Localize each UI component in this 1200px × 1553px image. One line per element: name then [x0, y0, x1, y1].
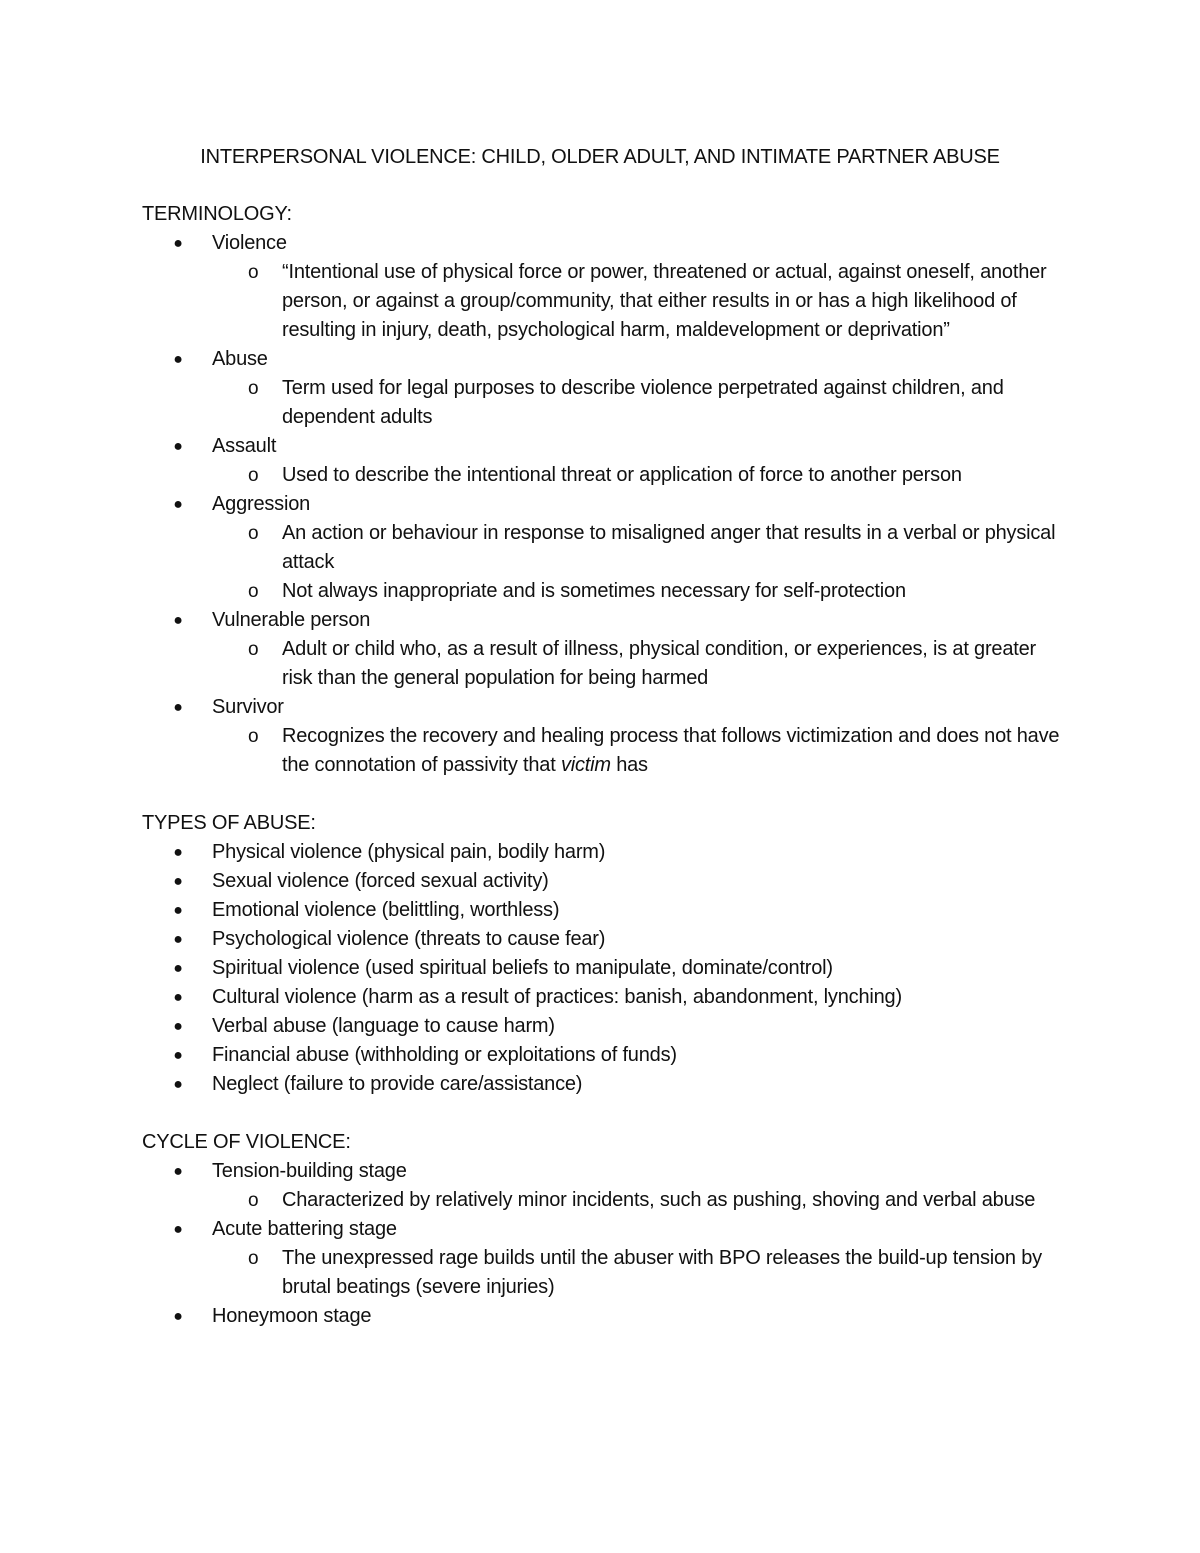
circle-bullet-icon: o	[248, 639, 259, 660]
definition-text-end: has	[610, 754, 648, 776]
section-heading: TYPES OF ABUSE:	[142, 812, 316, 834]
italic-term: victim	[560, 754, 611, 776]
section-heading: TERMINOLOGY:	[142, 203, 292, 225]
definition-text: Not always inappropriate and is sometimes necessary for self-protection	[282, 580, 906, 602]
types-of-abuse-section	[142, 809, 1062, 1099]
document-title: INTERPERSONAL VIOLENCE: CHILD, OLDER ADULT, AND INTIMATE PARTNER ABUSE	[200, 146, 1000, 168]
abuse-type: Neglect (failure to provide care/assistance)	[212, 1073, 583, 1095]
bullet-icon: ●	[173, 1047, 183, 1064]
bullet-icon: ●	[173, 1163, 183, 1180]
abuse-type: Psychological violence (threats to cause fear)	[212, 928, 606, 950]
bullet-icon: ●	[173, 931, 183, 948]
bullet-icon: ●	[173, 902, 183, 919]
list-item	[142, 925, 1062, 954]
term-label: Survivor	[212, 696, 284, 718]
sub-list-item	[212, 722, 1062, 780]
bullet-icon: ●	[173, 1076, 183, 1093]
bullet-icon: ●	[173, 351, 183, 368]
definition-text: Term used for legal purposes to describe violence perpetrated against children, and dependent adults	[282, 377, 1004, 428]
stage-description: Characterized by relatively minor incidents, such as pushing, shoving and verbal abuse	[282, 1189, 1036, 1211]
cycle-of-violence-section	[142, 1128, 1062, 1331]
term-label: Violence	[212, 232, 287, 254]
bullet-icon: ●	[173, 438, 183, 455]
term-label: Aggression	[212, 493, 311, 515]
definition-text: “Intentional use of physical force or power, threatened or actual, against oneself, another person, or against a group/community, that either results in or has a high likelihood of resulting in injury, death, psychological harm, maldevelopment or deprivation”	[282, 261, 1047, 341]
term-label: Vulnerable person	[212, 609, 371, 631]
stage-label: Tension-building stage	[212, 1160, 407, 1182]
definition-text: An action or behaviour in response to misaligned anger that results in a verbal or physical attack	[282, 522, 1056, 573]
bullet-icon: ●	[173, 960, 183, 977]
definition-text: Adult or child who, as a result of illness, physical condition, or experiences, is at greater risk than the general population for being harmed	[282, 638, 1037, 689]
list-item	[142, 867, 1062, 896]
bullet-icon: ●	[173, 1018, 183, 1035]
cycle-list	[142, 1157, 1062, 1331]
sub-list	[212, 519, 1062, 606]
list-item	[142, 490, 1062, 606]
sub-list	[212, 1186, 1062, 1215]
sub-list-item	[212, 1186, 1062, 1215]
sub-list-item	[212, 1244, 1062, 1302]
document-body	[142, 200, 1062, 1331]
list-item	[142, 345, 1062, 432]
section-heading: CYCLE OF VIOLENCE:	[142, 1131, 351, 1153]
circle-bullet-icon: o	[248, 1190, 259, 1211]
bullet-icon: ●	[173, 612, 183, 629]
list-item	[142, 1041, 1062, 1070]
bullet-icon: ●	[173, 1221, 183, 1238]
list-item	[142, 954, 1062, 983]
types-list	[142, 838, 1062, 1099]
list-item	[142, 693, 1062, 780]
list-item	[142, 1215, 1062, 1302]
sub-list	[212, 374, 1062, 432]
sub-list-item	[212, 577, 1062, 606]
bullet-icon: ●	[173, 989, 183, 1006]
bullet-icon: ●	[173, 873, 183, 890]
abuse-type: Spiritual violence (used spiritual beliefs to manipulate, dominate/control)	[212, 957, 833, 979]
list-item	[142, 432, 1062, 490]
list-item	[142, 1157, 1062, 1215]
sub-list	[212, 635, 1062, 693]
bullet-icon: ●	[173, 1308, 183, 1325]
sub-list	[212, 258, 1062, 345]
list-item	[142, 896, 1062, 925]
bullet-icon: ●	[173, 844, 183, 861]
definition-text: Used to describe the intentional threat or application of force to another person	[282, 464, 962, 486]
terminology-section	[142, 200, 1062, 780]
stage-description: The unexpressed rage builds until the abuser with BPO releases the build-up tension by brutal beatings (severe injuries)	[282, 1247, 1042, 1298]
bullet-icon: ●	[173, 496, 183, 513]
sub-list-item	[212, 461, 1062, 490]
abuse-type: Sexual violence (forced sexual activity)	[212, 870, 549, 892]
sub-list-item	[212, 519, 1062, 577]
list-item	[142, 1302, 1062, 1331]
list-item	[142, 983, 1062, 1012]
stage-label: Acute battering stage	[212, 1218, 397, 1240]
bullet-icon: ●	[173, 699, 183, 716]
circle-bullet-icon: o	[248, 523, 259, 544]
sub-list-item	[212, 258, 1062, 345]
list-item	[142, 606, 1062, 693]
abuse-type: Cultural violence (harm as a result of practices: banish, abandonment, lynching)	[212, 986, 902, 1008]
circle-bullet-icon: o	[248, 1248, 259, 1269]
term-label: Assault	[212, 435, 277, 457]
sub-list	[212, 1244, 1062, 1302]
definition-text	[282, 725, 1059, 776]
abuse-type: Physical violence (physical pain, bodily harm)	[212, 841, 606, 863]
list-item	[142, 1012, 1062, 1041]
circle-bullet-icon: o	[248, 465, 259, 486]
abuse-type: Verbal abuse (language to cause harm)	[212, 1015, 555, 1037]
list-item	[142, 838, 1062, 867]
circle-bullet-icon: o	[248, 262, 259, 283]
list-item	[142, 1070, 1062, 1099]
term-label: Abuse	[212, 348, 268, 370]
bullet-icon: ●	[173, 235, 183, 252]
definition-text-start: Recognizes the recovery and healing process that follows victimization and does not have the connotation of passivity that	[282, 725, 1060, 776]
terminology-list	[142, 229, 1062, 780]
sub-list	[212, 722, 1062, 780]
sub-list	[212, 461, 1062, 490]
stage-label: Honeymoon stage	[212, 1305, 372, 1327]
list-item	[142, 229, 1062, 345]
circle-bullet-icon: o	[248, 378, 259, 399]
sub-list-item	[212, 635, 1062, 693]
circle-bullet-icon: o	[248, 581, 259, 602]
circle-bullet-icon: o	[248, 726, 259, 747]
sub-list-item	[212, 374, 1062, 432]
abuse-type: Financial abuse (withholding or exploitations of funds)	[212, 1044, 677, 1066]
abuse-type: Emotional violence (belittling, worthless)	[212, 899, 560, 921]
